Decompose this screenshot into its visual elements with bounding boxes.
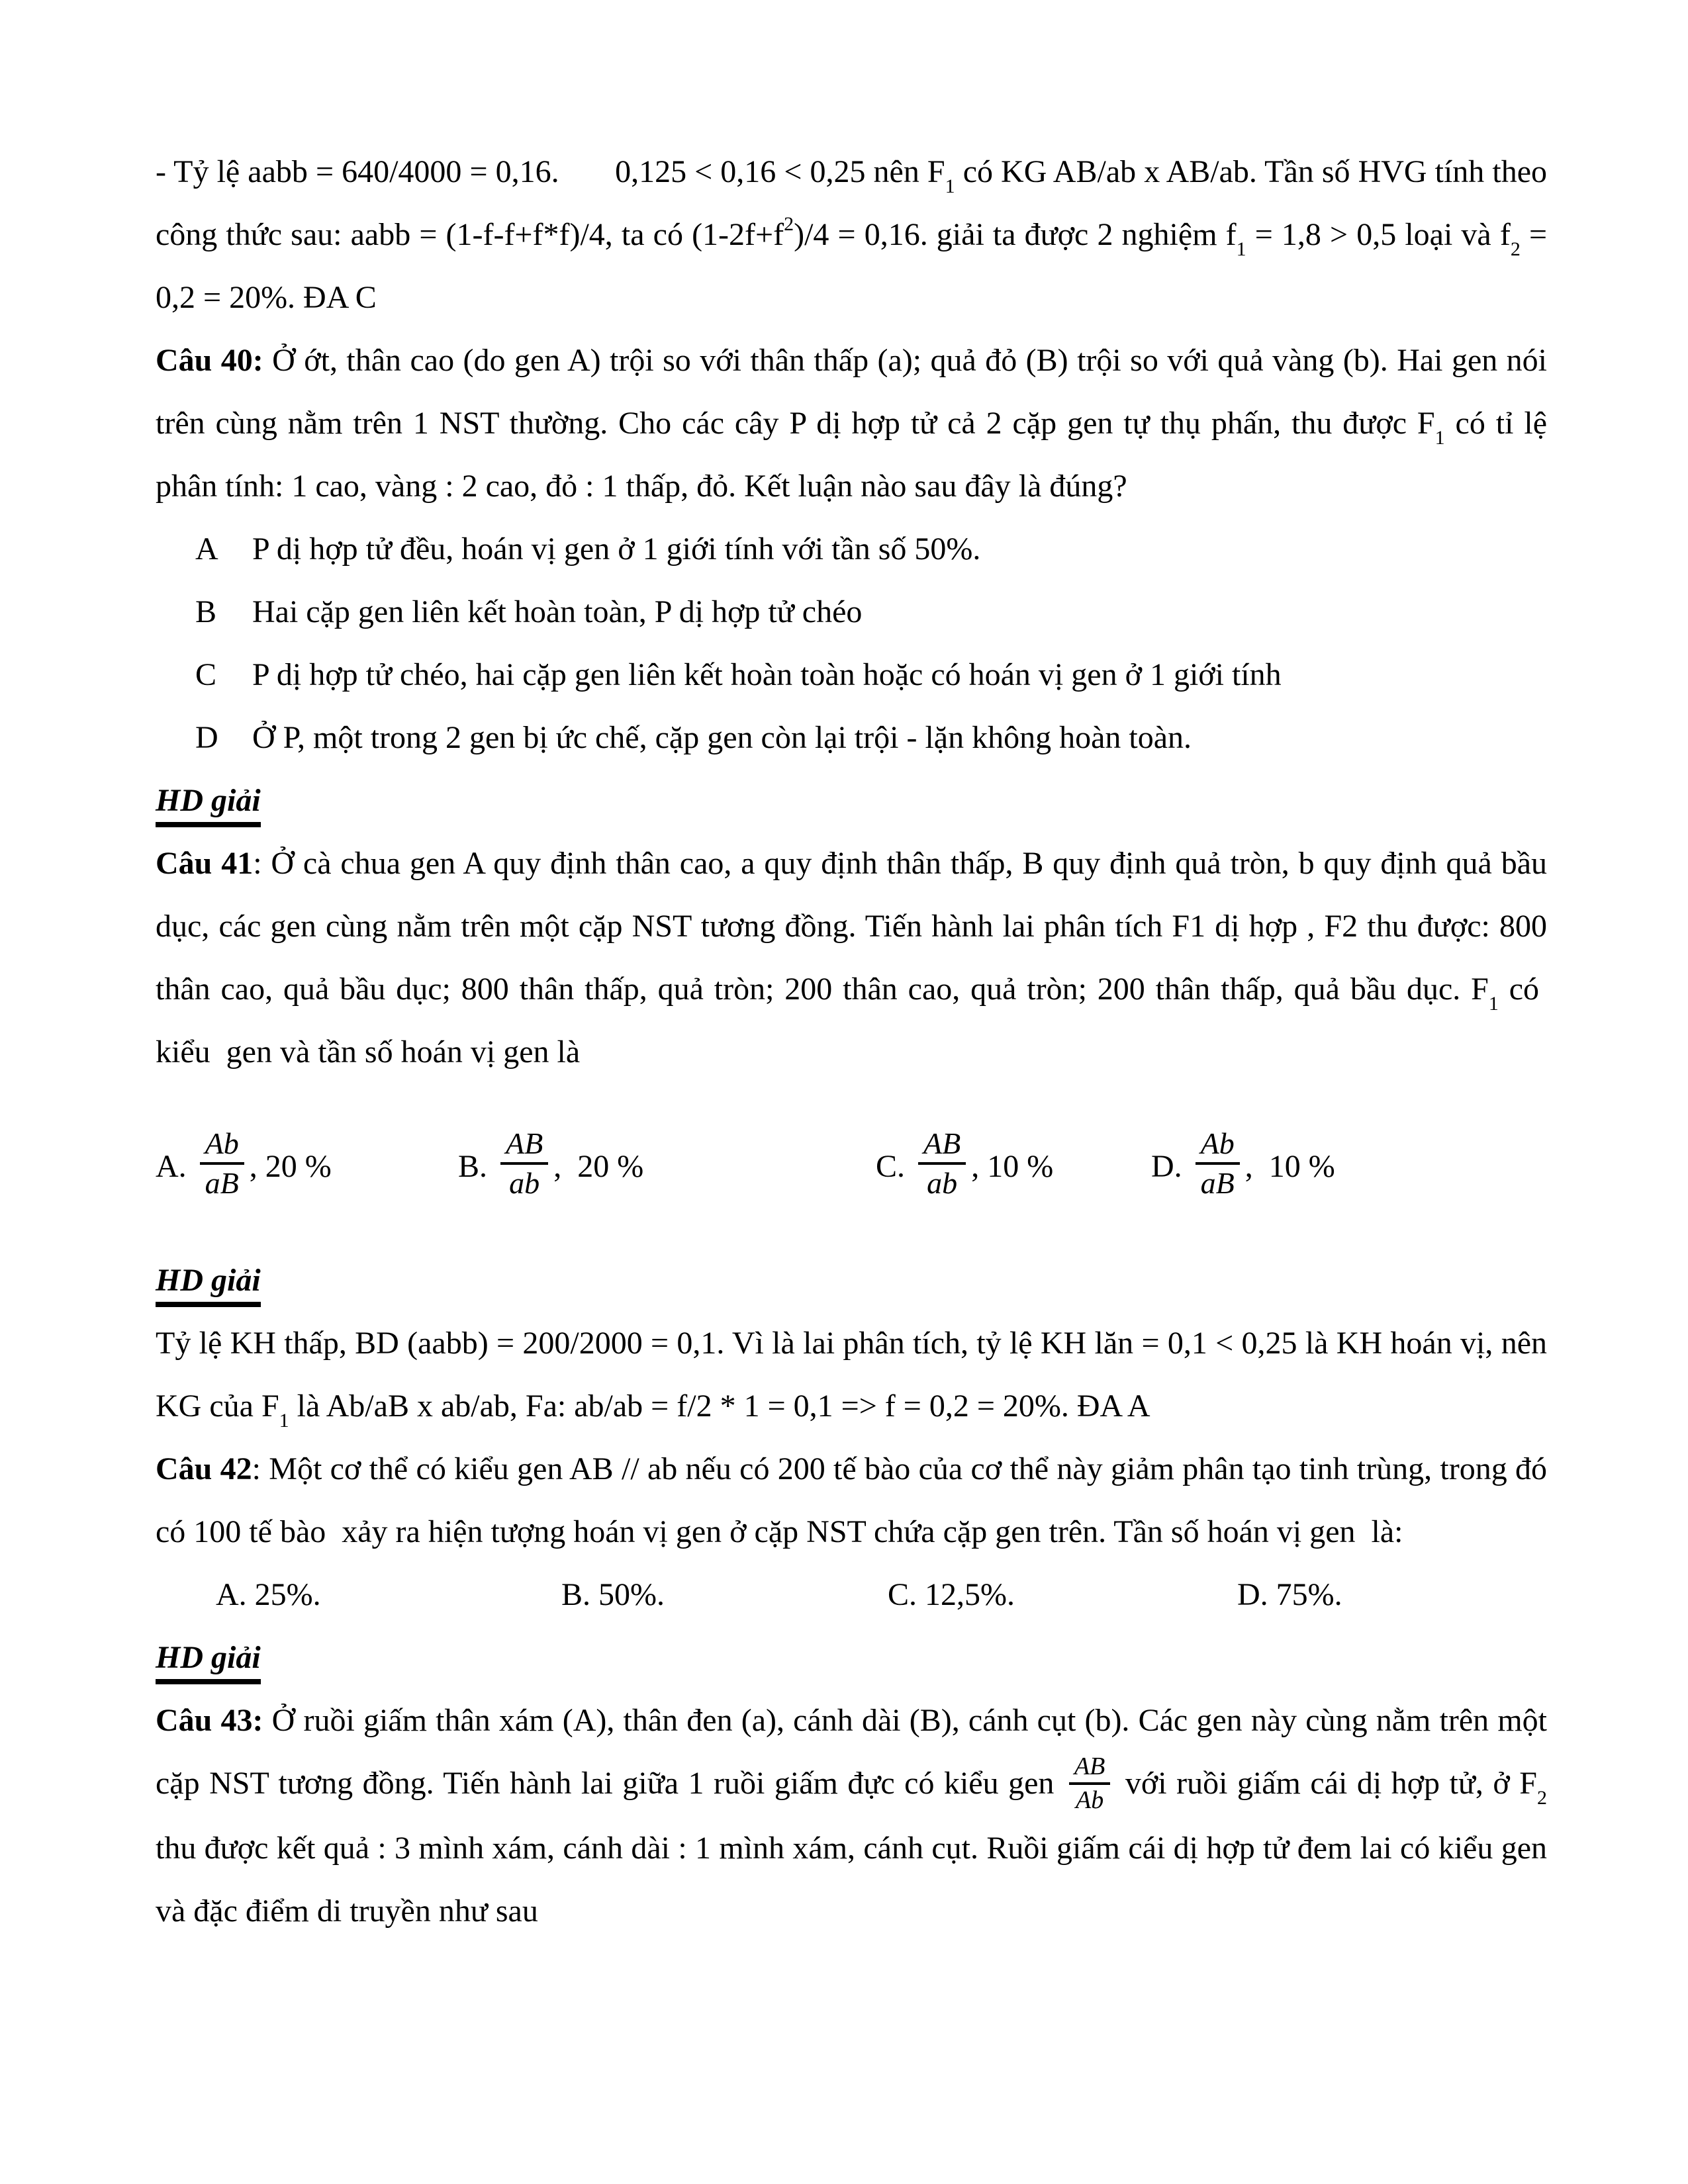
fraction-numerator: Ab bbox=[200, 1127, 244, 1165]
option-text bbox=[252, 706, 1547, 769]
question-40 bbox=[156, 329, 1547, 518]
option-value: , 20 % bbox=[249, 1148, 332, 1184]
document-content bbox=[156, 140, 1547, 1942]
text-run: = 1,8 > 0,5 loại và f bbox=[1246, 217, 1511, 252]
hd-giai-heading-42 bbox=[156, 1626, 1547, 1689]
option-cell bbox=[458, 1126, 876, 1202]
text-run: là Ab/aB x ab/ab, Fa: ab/ab = f/2 * 1 = 0,1 => f = 0,2 = 20%. ĐA A bbox=[289, 1388, 1150, 1424]
solution-guide-heading: HD giải bbox=[156, 1261, 261, 1307]
option-cell bbox=[888, 1563, 1237, 1626]
genotype-fraction bbox=[1069, 1753, 1110, 1814]
text-run: : Một cơ thể có kiểu gen AB // ab nếu có 200 tế bào của cơ thể này giảm phân tạo tinh trùng, trong đó có 100 tế bào xảy ra hiện tượng hoán vị gen ở cặp NST chứa cặp gen trên. Tần số hoán vị gen là: bbox=[156, 1451, 1548, 1549]
text-run: có kiểu gen và tần số hoán vị gen là bbox=[156, 972, 1548, 1069]
option-cell bbox=[1151, 1126, 1335, 1202]
fraction-numerator: AB bbox=[1069, 1753, 1110, 1785]
hd-giai-heading-41 bbox=[156, 1249, 1547, 1312]
question-40-option-a bbox=[156, 518, 1547, 580]
option-letter: C. bbox=[888, 1577, 925, 1612]
text-run: 1 bbox=[1488, 993, 1499, 1015]
option-value: 25%. bbox=[254, 1577, 321, 1612]
fraction-denominator: aB bbox=[205, 1166, 239, 1200]
text-run: = 0,2 = 20%. ĐA C bbox=[156, 217, 1548, 315]
question-42 bbox=[156, 1437, 1547, 1563]
option-cell bbox=[876, 1126, 1151, 1202]
text-run: 2 bbox=[1537, 1787, 1547, 1809]
option-cell bbox=[561, 1563, 888, 1626]
text-run: Tỷ lệ KH thấp, BD (aabb) = 200/2000 = 0,1. Vì là lai phân tích, tỷ lệ KH lăn = 0,1 < 0,25 là KH hoán vị, nên KG của F bbox=[156, 1326, 1547, 1424]
text-run: )/4 = 0,16. giải ta được 2 nghiệm f bbox=[794, 217, 1237, 252]
fraction-numerator: Ab bbox=[1196, 1127, 1240, 1165]
text-run: 1 bbox=[279, 1410, 289, 1432]
fraction-denominator: Ab bbox=[1076, 1786, 1104, 1814]
text-run: Ở ớt, thân cao (do gen A) trội so với thân thấp (a); quả đỏ (B) trội so với quả vàng (b). Hai gen nói trên cùng nằm trên 1 NST thường. Cho các cây P dị hợp tử cả 2 cặp gen tự thụ phấn, thu được F bbox=[156, 343, 1548, 441]
text-run: 1 bbox=[945, 175, 955, 197]
text-run: P dị hợp tử đều, hoán vị gen ở 1 giới tính với tần số 50%. bbox=[252, 531, 981, 567]
question-number-label: Câu 41 bbox=[156, 846, 254, 881]
option-cell bbox=[156, 1126, 458, 1202]
option-letter: B. bbox=[561, 1577, 599, 1612]
genotype-fraction bbox=[918, 1127, 966, 1199]
hd-giai-heading-40 bbox=[156, 769, 1547, 832]
question-number-label: Câu 40: bbox=[156, 343, 263, 378]
solution-paragraph-39 bbox=[156, 140, 1547, 329]
option-cell bbox=[1237, 1563, 1342, 1626]
text-run: 2 bbox=[1510, 238, 1521, 260]
text-run: 1 bbox=[1236, 238, 1246, 260]
option-letter: C. bbox=[876, 1148, 914, 1184]
solution-guide-heading: HD giải bbox=[156, 1639, 261, 1684]
text-run: Ở P, một trong 2 gen bị ức chế, cặp gen còn lại trội - lặn không hoàn toàn. bbox=[252, 720, 1192, 755]
genotype-fraction bbox=[500, 1127, 548, 1199]
fraction-numerator: AB bbox=[918, 1127, 966, 1165]
text-run: Hai cặp gen liên kết hoàn toàn, P dị hợp tử chéo bbox=[252, 594, 863, 629]
option-text bbox=[252, 518, 1547, 580]
option-value: , 10 % bbox=[971, 1148, 1054, 1184]
question-41-options bbox=[156, 1083, 1547, 1249]
option-value: , 20 % bbox=[553, 1148, 644, 1184]
fraction-denominator: aB bbox=[1200, 1166, 1235, 1200]
option-letter: A. bbox=[156, 1148, 195, 1184]
option-letter: D. bbox=[1151, 1148, 1190, 1184]
option-value: 12,5%. bbox=[925, 1577, 1015, 1612]
question-43 bbox=[156, 1689, 1547, 1942]
genotype-fraction bbox=[1196, 1127, 1240, 1199]
text-run: - Tỷ lệ aabb = 640/4000 = 0,16. 0,125 < 0,16 < 0,25 nên F bbox=[156, 154, 945, 189]
option-value: 50%. bbox=[598, 1577, 665, 1612]
genotype-fraction bbox=[200, 1127, 244, 1199]
question-42-options bbox=[156, 1563, 1547, 1626]
text-run: thu được kết quả : 3 mình xám, cánh dài : 1 mình xám, cánh cụt. Ruồi giấm cái dị hợp tử đem lai có kiểu gen và đặc điểm di truyền như sau bbox=[156, 1831, 1547, 1929]
option-cell bbox=[216, 1563, 561, 1626]
option-text bbox=[252, 580, 1547, 643]
question-number-label: Câu 42 bbox=[156, 1451, 252, 1486]
option-letter: D bbox=[195, 720, 218, 755]
text-run: : Ở cà chua gen A quy định thân cao, a quy định thân thấp, B quy định quả tròn, b quy định quả bầu dục, các gen cùng nằm trên một cặp NST tương đồng. Tiến hành lai phân tích F1 dị hợp , F2 thu được: 800 thân cao, quả bầu dục; 800 thân thấp, quả tròn; 200 thân cao, quả tròn; 200 thân thấp, quả bầu dục. F bbox=[156, 846, 1547, 1007]
fraction-denominator: ab bbox=[509, 1166, 540, 1200]
question-40-option-d bbox=[156, 706, 1547, 769]
text-run: Ở ruồi giấm thân xám (A), thân đen (a), cánh dài (B), cánh cụt (b). Các gen này cùng nằm trên một cặp NST tương đồng. Tiến hành lai giữa 1 ruồi giấm đực có kiểu gen bbox=[156, 1703, 1548, 1801]
text-run: P dị hợp tử chéo, hai cặp gen liên kết hoàn toàn hoặc có hoán vị gen ở 1 giới tính bbox=[252, 657, 1282, 692]
question-number-label: Câu 43: bbox=[156, 1703, 263, 1738]
question-40-option-c bbox=[156, 643, 1547, 706]
option-letter: C bbox=[195, 657, 217, 692]
option-text bbox=[252, 643, 1547, 706]
text-run: với ruồi giấm cái dị hợp tử, ở F bbox=[1115, 1766, 1537, 1801]
fraction-numerator: AB bbox=[500, 1127, 548, 1165]
text-run: 1 bbox=[1434, 427, 1445, 449]
fraction-denominator: ab bbox=[927, 1166, 958, 1200]
option-value: 75%. bbox=[1276, 1577, 1342, 1612]
text-run: có tỉ lệ phân tính: 1 cao, vàng : 2 cao, đỏ : 1 thấp, đỏ. Kết luận nào sau đây là đúng? bbox=[156, 406, 1547, 504]
solution-guide-heading: HD giải bbox=[156, 782, 261, 827]
text-run: có KG AB/ab x AB/ab. Tần số HVG tính theo công thức sau: aabb = (1-f-f+f*f)/4, ta có (1-2f+f bbox=[156, 154, 1548, 252]
question-40-option-b bbox=[156, 580, 1547, 643]
option-letter: B bbox=[195, 594, 217, 629]
question-41 bbox=[156, 832, 1547, 1083]
text-run: 2 bbox=[784, 213, 794, 235]
solution-paragraph-41 bbox=[156, 1312, 1547, 1437]
option-letter: A. bbox=[216, 1577, 255, 1612]
option-value: , 10 % bbox=[1244, 1148, 1335, 1184]
option-letter: A bbox=[195, 531, 218, 567]
option-letter: B. bbox=[458, 1148, 496, 1184]
option-letter: D. bbox=[1237, 1577, 1276, 1612]
